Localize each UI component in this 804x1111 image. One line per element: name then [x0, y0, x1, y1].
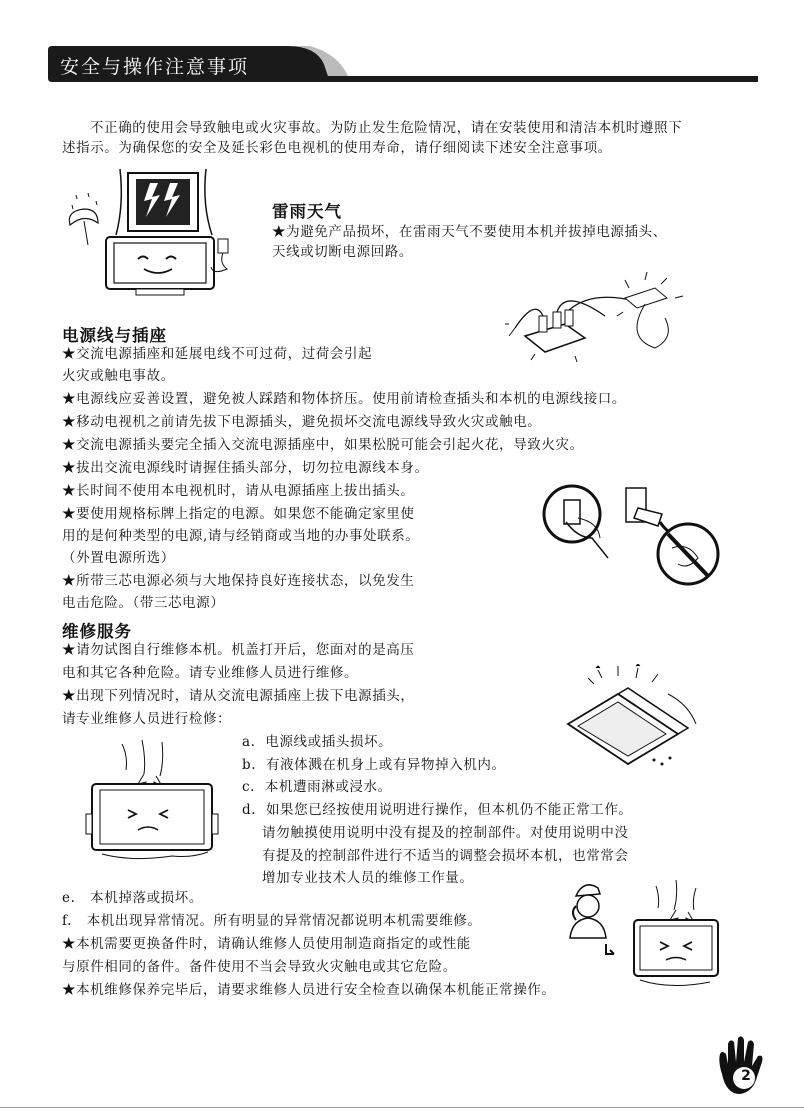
service-item-e: e. 本机掉落或损坏。	[62, 890, 203, 906]
intro-line-2: 述指示。为确保您的安全及延长彩色电视机的使用寿命，请仔细阅读下述安全注意事项。	[62, 140, 612, 156]
power-line: ★电源线应妥善设置，避免被人踩踏和物体挤压。使用前请检查插头和本机的电源线接口。	[62, 391, 626, 407]
thunder-line: ★为避免产品损坏，在雷雨天气不要使用本机并拔掉电源插头、	[272, 224, 667, 240]
thunderstorm-tv-illustration	[66, 165, 236, 300]
power-line: 火灾或触电事故。	[62, 368, 175, 384]
power-line: ★移动电视机之前请先拔下电源插头，避免损坏交流电源线导致火灾或触电。	[62, 414, 542, 430]
service-item-b: b. 有液体溅在机身上或有异物掉入机内。	[242, 757, 506, 773]
service-item-d-cont: 请勿触摸使用说明中没有提及的控制部件。对使用说明中没	[262, 825, 629, 841]
damaged-tv-illustration	[82, 740, 232, 865]
service-heading: 维修服务	[62, 622, 132, 641]
unplug-by-plug-illustration	[538, 478, 728, 598]
spilled-liquid-device-illustration	[558, 664, 708, 774]
power-line: ★交流电源插头要完全插入交流电源插座中，如果松脱可能会引起火花，导致火灾。	[62, 437, 584, 453]
power-line: ★拔出交流电源线时请握住插头部分，切勿拉电源线本身。	[62, 460, 429, 476]
service-tail-line: ★本机维修保养完毕后，请要求维修人员进行安全检查以确保本机能正常操作。	[62, 982, 556, 998]
intro-line-1: 不正确的使用会导致触电或火灾事故。为防止发生危险情况，请在安装使用和清洁本机时遵照下	[90, 120, 683, 136]
power-line: （外置电源所选）	[62, 550, 175, 566]
power-line: ★要使用规格标牌上指定的电源。如果您不能确定家里使	[62, 506, 415, 522]
power-line: ★所带三芯电源必须与大地保持良好连接状态，以免发生	[62, 573, 415, 589]
service-line: ★出现下列情况时，请从交流电源插座上拔下电源插头，	[62, 688, 415, 704]
thunder-line: 天线或切断电源回路。	[272, 244, 413, 260]
service-tail-line: ★本机需要更换备件时，请确认维修人员使用制造商指定的或性能	[62, 936, 471, 952]
service-line: 电和其它各种危险。请专业维修人员进行维修。	[62, 665, 359, 681]
service-item-c: c. 本机遭雨淋或浸水。	[242, 779, 392, 795]
service-item-a: a. 电源线或插头损坏。	[242, 734, 393, 750]
service-item-f: f. 本机出现异常情况。所有明显的异常情况都说明本机需要维修。	[62, 913, 482, 929]
page-divider	[0, 1107, 804, 1108]
service-line: 请专业维修人员进行检修：	[62, 711, 232, 727]
power-line: 电击危险。（带三芯电源）	[62, 595, 225, 611]
page-title: 安全与操作注意事项	[60, 56, 250, 78]
power-line: 用的是何种类型的电源,请与经销商或当地的办事处联系。	[62, 528, 420, 544]
service-item-d-cont: 有提及的控制部件进行不适当的调整会损坏本机，也常常会	[262, 848, 629, 864]
call-technician-illustration	[560, 878, 730, 998]
power-line: ★长时间不使用本电视机时，请从电源插座上拔出插头。	[62, 483, 415, 499]
page-number: 2	[741, 1068, 751, 1084]
service-tail-line: 与原件相同的备件。备件使用不当会导致火灾触电或其它危险。	[62, 959, 457, 975]
power-heading: 电源线与插座	[62, 326, 167, 345]
thunder-heading: 雷雨天气	[272, 202, 342, 221]
service-item-d-cont: 增加专业技术人员的维修工作量。	[262, 870, 474, 886]
power-line: ★交流电源插座和延展电线不可过荷，过荷会引起	[62, 346, 373, 362]
service-item-d: d. 如果您已经按使用说明进行操作，但本机仍不能正常工作。	[242, 802, 633, 818]
service-line: ★请勿试图自行维修本机。机盖打开后，您面对的是高压	[62, 642, 415, 658]
hand-icon	[712, 1034, 772, 1098]
overloaded-outlet-illustration	[505, 268, 695, 364]
